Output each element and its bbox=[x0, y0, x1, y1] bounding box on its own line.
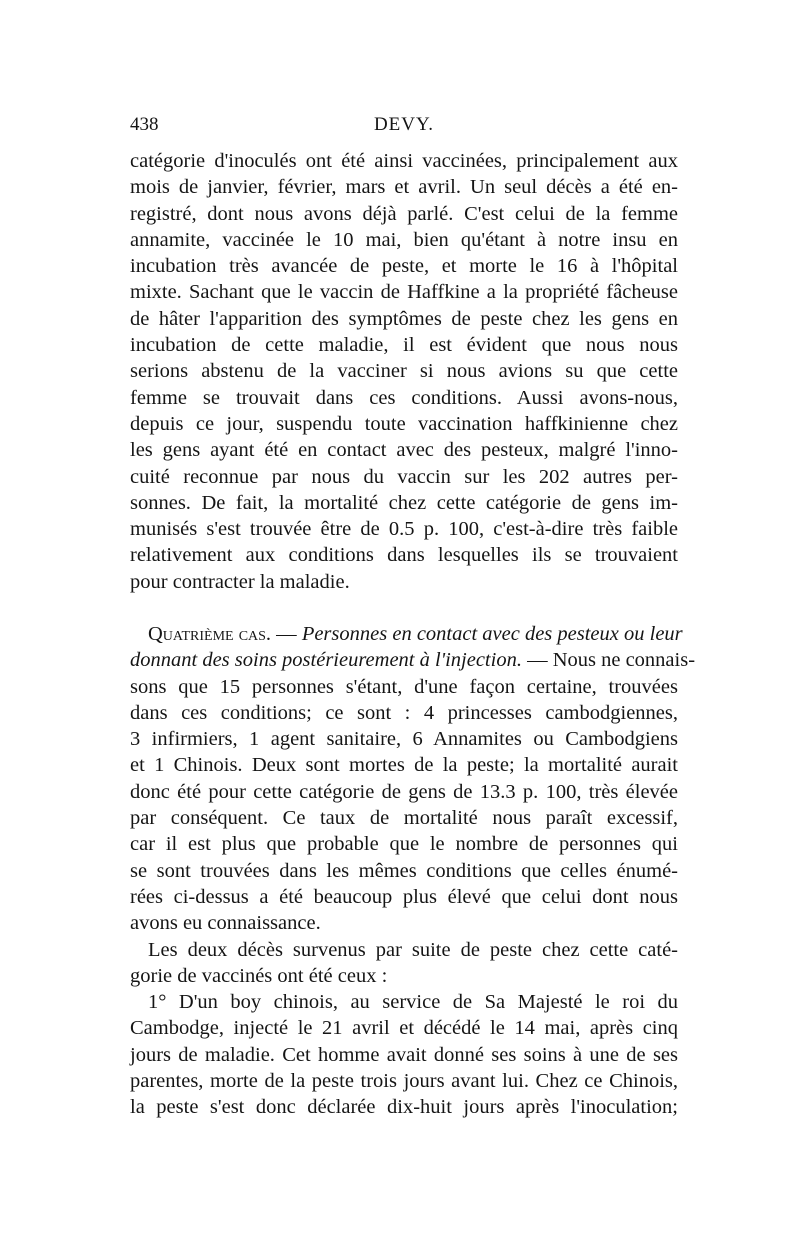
text-line: 1° D'un boy chinois, au service de Sa Majesté le roi du bbox=[148, 991, 678, 1014]
text-line: incubation de cette maladie, il est évident que nous nous bbox=[130, 334, 678, 357]
text-line: avons eu connaissance. bbox=[130, 912, 321, 935]
text-line: relativement aux conditions dans lesquelles ils se trouvaient bbox=[130, 544, 678, 567]
text-line: cuité reconnue par nous du vaccin sur les 202 autres per- bbox=[130, 465, 678, 488]
running-title: DEVY. bbox=[373, 114, 435, 135]
text-line: serions abstenu de la vacciner si nous avions su que cette bbox=[130, 360, 678, 383]
text-line: dans ces conditions; ce sont : 4 princesses cambodgiennes, bbox=[130, 701, 678, 724]
text-line: jours de maladie. Cet homme avait donné ses soins à une de ses bbox=[130, 1043, 678, 1066]
case-title: Personnes en contact avec des pesteux ou leur bbox=[301, 623, 683, 645]
text-line: Les deux décès survenus par suite de peste chez cette caté- bbox=[148, 938, 678, 961]
paragraph-fourth-case bbox=[130, 621, 696, 1121]
text-line: de hâter l'apparition des symptômes de peste chez les gens en bbox=[130, 307, 678, 330]
text-line: la peste s'est donc déclarée dix-huit jours après l'inoculation; bbox=[130, 1096, 678, 1119]
text-line: les gens ayant été en contact avec des pesteux, malgré l'inno- bbox=[130, 439, 678, 462]
text-line: se sont trouvées dans les mêmes conditions que celles énumé- bbox=[130, 859, 678, 882]
text-line: mixte. Sachant que le vaccin de Haffkine a la propriété fâcheuse bbox=[130, 281, 678, 304]
text-line: car il est plus que probable que le nombre de personnes qui bbox=[130, 833, 678, 856]
text-line: et 1 Chinois. Deux sont mortes de la peste; la mortalité aurait bbox=[130, 754, 678, 777]
text-line: gorie de vaccinés ont été ceux : bbox=[130, 964, 388, 987]
text-line: registré, dont nous avons déjà parlé. C'est celui de la femme bbox=[130, 202, 678, 225]
text-line: rées ci-dessus a été beaucoup plus élevé que celui dont nous bbox=[130, 885, 678, 908]
text-line: pour contracter la maladie. bbox=[130, 570, 350, 593]
text-line: parentes, morte de la peste trois jours avant lui. Chez ce Chinois, bbox=[130, 1070, 678, 1093]
case-heading-line bbox=[130, 647, 696, 673]
case-heading-line bbox=[130, 621, 683, 647]
text-line: Cambodge, injecté le 21 avril et décédé le 14 mai, après cinq bbox=[130, 1017, 678, 1040]
text-line: par conséquent. Ce taux de mortalité nous paraît excessif, bbox=[130, 807, 678, 830]
case-heading-tail: — Nous ne connais- bbox=[521, 649, 696, 672]
text-line: mois de janvier, février, mars et avril. Un seul décès a été en- bbox=[130, 176, 678, 199]
page-number: 438 bbox=[130, 114, 159, 135]
paragraph-vaccination-deaths bbox=[130, 148, 678, 595]
text-line: sonnes. De fait, la mortalité chez cette catégorie de gens im- bbox=[130, 491, 678, 514]
text-line: incubation très avancée de peste, et morte le 16 à l'hôpital bbox=[130, 255, 678, 278]
text-line: donc été pour cette catégorie de gens de 13.3 p. 100, très élevée bbox=[130, 780, 678, 803]
text-line: catégorie d'inoculés ont été ainsi vaccinées, principalement aux bbox=[130, 150, 678, 172]
case-title-continued: donnant des soins postérieurement à l'injection. bbox=[130, 649, 522, 672]
text-line: munisés s'est trouvée être de 0.5 p. 100, c'est-à-dire très faible bbox=[130, 518, 678, 541]
text-line: femme se trouvait dans ces conditions. Aussi avons-nous, bbox=[130, 386, 678, 409]
text-line: sons que 15 personnes s'étant, d'une façon certaine, trouvées bbox=[130, 675, 678, 698]
case-label: Quatrième cas. — bbox=[148, 623, 302, 645]
text-line: 3 infirmiers, 1 agent sanitaire, 6 Annamites ou Cambodgiens bbox=[130, 728, 678, 751]
text-line: depuis ce jour, suspendu toute vaccination haffkinienne chez bbox=[130, 412, 678, 435]
text-line: annamite, vaccinée le 10 mai, bien qu'étant à notre insu en bbox=[130, 228, 678, 251]
running-head bbox=[130, 114, 678, 140]
